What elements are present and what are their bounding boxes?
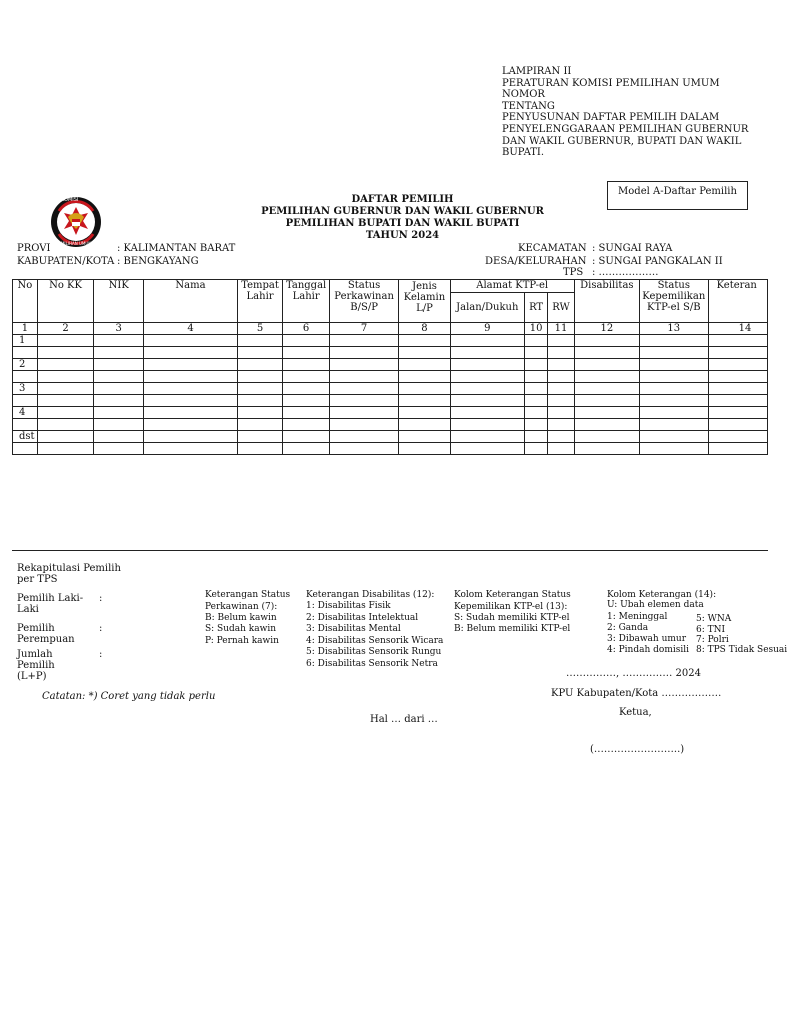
header-text: Status xyxy=(347,280,381,291)
header-rt: RT xyxy=(524,293,547,323)
ket-disabilitas-title: Keterangan Disabilitas (12): xyxy=(306,590,435,600)
table-cell xyxy=(399,347,450,359)
table-cell xyxy=(144,371,238,383)
row-number xyxy=(13,347,38,359)
header-rw: RW xyxy=(548,293,574,323)
table-cell xyxy=(399,443,450,455)
tps-label: TPS xyxy=(563,267,584,278)
table-cell xyxy=(329,419,398,431)
table-cell xyxy=(94,395,144,407)
ket-kolom-item: 6: TNI xyxy=(696,625,726,635)
ket-kolom-item: 2: Ganda xyxy=(607,623,649,633)
row-number: 2 xyxy=(13,359,38,371)
header-text: Kelamin xyxy=(403,292,446,303)
table-cell xyxy=(237,347,283,359)
table-cell xyxy=(283,383,330,395)
table-cell xyxy=(37,419,93,431)
table-cell xyxy=(144,395,238,407)
table-cell xyxy=(94,407,144,419)
table-cell xyxy=(708,431,767,443)
table-cell xyxy=(524,335,547,347)
table-cell xyxy=(37,431,93,443)
table-cell xyxy=(329,395,398,407)
table-cell xyxy=(237,359,283,371)
header-status-ktp xyxy=(639,280,708,323)
col-num: 6 xyxy=(283,323,330,335)
table-cell xyxy=(548,371,574,383)
row-number xyxy=(13,371,38,383)
ket-kolom-item: 7: Polri xyxy=(696,635,729,645)
table-cell xyxy=(450,443,524,455)
table-cell xyxy=(399,407,450,419)
table-cell xyxy=(37,335,93,347)
table-cell xyxy=(37,407,93,419)
table-cell xyxy=(37,395,93,407)
table-cell xyxy=(524,419,547,431)
lampiran-line: PENYELENGGARAAN PEMILIHAN GUBERNUR xyxy=(502,123,749,135)
signature-name: (……………………..) xyxy=(590,744,685,755)
table-row xyxy=(13,407,768,419)
ket-status-item: P: Pernah kawin xyxy=(205,636,279,646)
header-jenis-kelamin xyxy=(399,280,450,323)
ket-status-item: S: Sudah kawin xyxy=(205,624,277,634)
ket-disabilitas-item: 2: Disabilitas Intelektual xyxy=(306,613,419,623)
table-cell xyxy=(574,359,639,371)
table-cell xyxy=(94,443,144,455)
rekap-colon: : xyxy=(99,623,103,634)
header-no: No xyxy=(13,280,38,323)
table-row xyxy=(13,335,768,347)
table-cell xyxy=(144,383,238,395)
table-cell xyxy=(639,431,708,443)
table-cell xyxy=(94,347,144,359)
ket-kolom-item: 4: Pindah domisili xyxy=(607,645,689,655)
table-cell xyxy=(144,347,238,359)
col-num: 2 xyxy=(37,323,93,335)
header-text: L/P xyxy=(416,303,433,314)
table-cell xyxy=(574,443,639,455)
col-num: 4 xyxy=(144,323,238,335)
table-cell xyxy=(548,431,574,443)
header-text: Kepemilikan xyxy=(642,291,706,302)
table-cell xyxy=(548,347,574,359)
signature-kpu: KPU Kabupaten/Kota ……………… xyxy=(551,688,722,699)
ket-disabilitas-item: 4: Disabilitas Sensorik Wicara xyxy=(306,636,444,646)
table-cell xyxy=(450,407,524,419)
table-cell xyxy=(450,395,524,407)
header-text: Status xyxy=(657,280,690,291)
logo-bottom-text: PEMILIHAN UMUM xyxy=(56,241,92,246)
lampiran-line: BUPATI. xyxy=(502,147,545,159)
table-cell xyxy=(574,383,639,395)
table-cell xyxy=(524,407,547,419)
table-cell xyxy=(574,407,639,419)
table-cell xyxy=(37,383,93,395)
table-cell xyxy=(708,359,767,371)
header-no-kk: No KK xyxy=(37,280,93,323)
col-num: 12 xyxy=(574,323,639,335)
ket-status-item: B: Belum kawin xyxy=(205,613,277,623)
table-cell xyxy=(283,359,330,371)
lampiran-block xyxy=(502,66,752,159)
voter-table xyxy=(12,279,768,455)
table-cell xyxy=(283,371,330,383)
table-row xyxy=(13,431,768,443)
rekap-jumlah: Jumlah Pemilih (L+P) xyxy=(17,649,55,682)
table-cell xyxy=(237,431,283,443)
row-number: 4 xyxy=(13,407,38,419)
table-cell xyxy=(329,407,398,419)
ket-disabilitas-item: 1: Disabilitas Fisik xyxy=(306,601,391,611)
table-cell xyxy=(524,395,547,407)
lampiran-line: DAN WAKIL GUBERNUR, BUPATI DAN WAKIL xyxy=(502,135,742,147)
table-cell xyxy=(708,419,767,431)
title-line: DAFTAR PEMILIH xyxy=(351,194,454,205)
prov-label: PROVI xyxy=(17,243,51,254)
col-num: 9 xyxy=(450,323,524,335)
kab-label: KABUPATEN/KOTA xyxy=(17,256,115,267)
table-cell xyxy=(524,347,547,359)
table-row xyxy=(13,443,768,455)
header-status-perkawinan xyxy=(329,280,398,323)
header-text: Lahir xyxy=(292,291,320,302)
table-cell xyxy=(708,335,767,347)
header-tempat-lahir xyxy=(237,280,283,323)
table-cell xyxy=(283,431,330,443)
row-number xyxy=(13,443,38,455)
header-text: B/S/P xyxy=(350,302,378,313)
table-cell xyxy=(708,347,767,359)
row-number xyxy=(13,419,38,431)
prov-value: : KALIMANTAN BARAT xyxy=(117,243,236,254)
ket-disabilitas-item: 5: Disabilitas Sensorik Rungu xyxy=(306,647,442,657)
table-cell xyxy=(639,371,708,383)
row-number: 1 xyxy=(13,335,38,347)
tps-value: : ……………… xyxy=(592,267,659,278)
ket-kolom-title: Kolom Keterangan (14): xyxy=(607,590,717,600)
header-row xyxy=(13,280,768,293)
table-cell xyxy=(329,431,398,443)
table-cell xyxy=(524,443,547,455)
col-num: 8 xyxy=(399,323,450,335)
table-cell xyxy=(639,407,708,419)
lampiran-line: LAMPIRAN II xyxy=(502,66,572,77)
table-cell xyxy=(237,383,283,395)
lampiran-line: TENTANG xyxy=(502,100,555,112)
table-cell xyxy=(94,359,144,371)
table-cell xyxy=(708,371,767,383)
signature-date: ……………, …………… 2024 xyxy=(566,668,701,679)
title-line: PEMILIHAN GUBERNUR DAN WAKIL GUBERNUR xyxy=(261,206,544,217)
catatan: Catatan: *) Coret yang tidak perlu xyxy=(42,691,216,702)
table-cell xyxy=(144,419,238,431)
desa-label: DESA/KELURAHAN xyxy=(485,256,587,267)
kab-value: : BENGKAYANG xyxy=(117,256,199,267)
page-number: Hal … dari … xyxy=(370,714,438,725)
header-tanggal-lahir xyxy=(283,280,330,323)
table-cell xyxy=(450,419,524,431)
ket-kolom-subtitle: U: Ubah elemen data xyxy=(607,600,704,610)
table-cell xyxy=(574,371,639,383)
table-cell xyxy=(548,443,574,455)
table-cell xyxy=(450,335,524,347)
table-cell xyxy=(329,443,398,455)
ket-disabilitas-item: 6: Disabilitas Sensorik Netra xyxy=(306,659,438,669)
table-cell xyxy=(639,347,708,359)
table-row xyxy=(13,359,768,371)
table-cell xyxy=(144,335,238,347)
row-number xyxy=(13,395,38,407)
table-row xyxy=(13,419,768,431)
kec-value: : SUNGAI RAYA xyxy=(592,243,673,254)
table-cell xyxy=(399,419,450,431)
ket-status-title: Keterangan Status Perkawinan (7): xyxy=(205,590,291,612)
table-cell xyxy=(524,383,547,395)
table-cell xyxy=(708,407,767,419)
table-row xyxy=(13,347,768,359)
table-cell xyxy=(450,359,524,371)
table-cell xyxy=(283,419,330,431)
ket-disabilitas-item: 3: Disabilitas Mental xyxy=(306,624,401,634)
table-cell xyxy=(708,443,767,455)
title-line: PEMILIHAN BUPATI DAN WAKIL BUPATI xyxy=(285,218,520,229)
table-cell xyxy=(283,407,330,419)
column-number-row xyxy=(13,323,768,335)
table-cell xyxy=(94,431,144,443)
model-box: Model A-Daftar Pemilih xyxy=(607,181,748,210)
table-cell xyxy=(329,335,398,347)
table-cell xyxy=(708,383,767,395)
table-cell xyxy=(237,371,283,383)
header-text: Lahir xyxy=(246,291,274,302)
col-num: 14 xyxy=(708,323,767,335)
ket-kolom-item: 8: TPS Tidak Sesuai xyxy=(696,645,787,655)
table-cell xyxy=(548,419,574,431)
col-num: 1 xyxy=(13,323,38,335)
rekap-laki: Pemilih Laki-Laki xyxy=(17,593,84,615)
table-cell xyxy=(548,383,574,395)
table-cell xyxy=(574,431,639,443)
desa-value: : SUNGAI PANGKALAN II xyxy=(592,256,723,267)
table-cell xyxy=(37,443,93,455)
col-num: 13 xyxy=(639,323,708,335)
table-cell xyxy=(283,395,330,407)
table-cell xyxy=(237,443,283,455)
header-keterangan: Keteran xyxy=(708,280,767,323)
table-cell xyxy=(639,359,708,371)
rekap-perempuan: Pemilih Perempuan xyxy=(17,623,75,645)
col-num: 10 xyxy=(524,323,547,335)
table-cell xyxy=(399,395,450,407)
rekap-colon: : xyxy=(99,649,103,660)
kec-label: KECAMATAN xyxy=(518,243,587,254)
table-cell xyxy=(399,431,450,443)
header-text: KTP-el S/B xyxy=(646,302,701,313)
header-text: Tempat xyxy=(241,280,279,291)
table-cell xyxy=(548,359,574,371)
signature-ketua: Ketua, xyxy=(619,707,652,718)
table-cell xyxy=(548,335,574,347)
table-cell xyxy=(639,335,708,347)
table-cell xyxy=(329,383,398,395)
col-num: 7 xyxy=(329,323,398,335)
table-cell xyxy=(524,431,547,443)
table-row xyxy=(13,383,768,395)
header-text: Perkawinan xyxy=(334,291,394,302)
table-cell xyxy=(524,359,547,371)
table-cell xyxy=(37,371,93,383)
lampiran-line: PENYUSUNAN DAFTAR PEMILIH DALAM xyxy=(502,112,720,124)
table-row xyxy=(13,371,768,383)
document-title xyxy=(250,194,555,242)
col-num: 11 xyxy=(548,323,574,335)
table-cell xyxy=(450,347,524,359)
table-cell xyxy=(94,419,144,431)
table-cell xyxy=(639,419,708,431)
table-cell xyxy=(574,419,639,431)
table-cell xyxy=(237,335,283,347)
rekap-colon: : xyxy=(99,593,103,604)
table-cell xyxy=(708,395,767,407)
table-cell xyxy=(548,395,574,407)
header-text: Jenis xyxy=(412,281,437,292)
table-cell xyxy=(329,359,398,371)
header-nik: NIK xyxy=(94,280,144,323)
ket-ktp-item: S: Sudah memiliki KTP-el xyxy=(454,613,570,623)
table-cell xyxy=(639,443,708,455)
lampiran-line: PERATURAN KOMISI PEMILIHAN UMUM xyxy=(502,77,720,89)
table-cell xyxy=(144,443,238,455)
table-cell xyxy=(237,395,283,407)
table-cell xyxy=(450,371,524,383)
table-cell xyxy=(639,383,708,395)
table-cell xyxy=(574,395,639,407)
divider xyxy=(12,550,768,551)
ket-kolom-item: 1: Meninggal xyxy=(607,612,668,622)
table-cell xyxy=(450,383,524,395)
table-cell xyxy=(37,347,93,359)
table-cell xyxy=(94,371,144,383)
ket-kolom-item: 3: Dibawah umur xyxy=(607,634,686,644)
table-cell xyxy=(94,335,144,347)
table-cell xyxy=(399,383,450,395)
row-number: dst xyxy=(13,431,38,443)
table-cell xyxy=(574,335,639,347)
header-nama: Nama xyxy=(144,280,238,323)
header-disabilitas: Disabilitas xyxy=(574,280,639,323)
table-cell xyxy=(94,383,144,395)
lampiran-line: NOMOR xyxy=(502,89,545,101)
ket-ktp-title: Kolom Keterangan Status Kepemilikan KTP-el (13): xyxy=(454,590,571,612)
title-line: TAHUN 2024 xyxy=(365,230,440,241)
table-cell xyxy=(450,431,524,443)
row-number: 3 xyxy=(13,383,38,395)
table-cell xyxy=(548,407,574,419)
col-num: 5 xyxy=(237,323,283,335)
table-cell xyxy=(399,371,450,383)
table-cell xyxy=(37,359,93,371)
table-cell xyxy=(283,347,330,359)
table-body xyxy=(13,335,768,455)
rekap-title: Rekapitulasi Pemilih per TPS xyxy=(17,563,121,585)
table-cell xyxy=(329,371,398,383)
table-cell xyxy=(237,407,283,419)
table-cell xyxy=(237,419,283,431)
table-cell xyxy=(574,347,639,359)
table-cell xyxy=(283,335,330,347)
table-cell xyxy=(144,359,238,371)
table-cell xyxy=(639,395,708,407)
table-cell xyxy=(399,359,450,371)
table-cell xyxy=(144,407,238,419)
header-jalan: Jalan/Dukuh xyxy=(450,293,524,323)
table-cell xyxy=(283,443,330,455)
logo-top-text: KOMISI xyxy=(61,197,79,203)
table-row xyxy=(13,395,768,407)
header-text: Tanggal xyxy=(285,280,327,291)
col-num: 3 xyxy=(94,323,144,335)
table-cell xyxy=(399,335,450,347)
ket-kolom-item: 5: WNA xyxy=(696,614,732,624)
table-cell xyxy=(144,431,238,443)
table-cell xyxy=(329,347,398,359)
table-cell xyxy=(524,371,547,383)
ket-ktp-item: B: Belum memiliki KTP-el xyxy=(454,624,571,634)
header-alamat: Alamat KTP-el xyxy=(450,280,574,293)
